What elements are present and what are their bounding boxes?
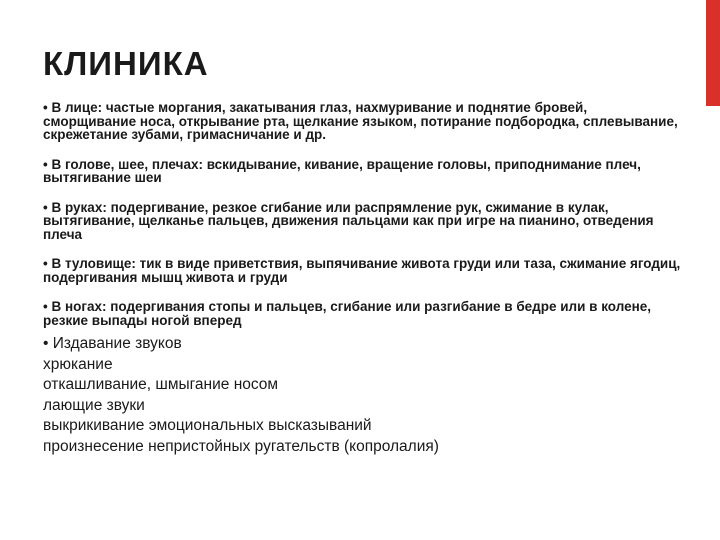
bullet-head-neck-shoulders: • В голове, шее, плечах: вскидывание, кивание, вращение головы, приподнимание плеч, вытягивание шеи xyxy=(43,156,641,185)
bullet-torso: • В туловище: тик в виде приветствия, выпячивание живота груди или таза, сжимание ягодиц, подергивания мышц живота и груди xyxy=(43,256,681,285)
sound-item-grunting: хрюкание xyxy=(43,355,113,373)
sounds-heading: • Издавание звуков xyxy=(43,335,182,352)
slide-content xyxy=(43,101,683,458)
sound-item-coprolalia: произнесение непристойных ругательств (копролалия) xyxy=(43,437,439,455)
slide-title: КЛИНИКА xyxy=(43,45,209,82)
bullet-legs: • В ногах: подергивания стопы и пальцев, сгибание или разгибание в бедре или в колене, резкие выпады ногой вперед xyxy=(43,299,652,328)
bullet-hands: • В руках: подергивание, резкое сгибание или распрямление рук, сжимание в кулак, вытягивание, щелканье пальцев, движения пальцами как при игре на пианино, отведения плеча xyxy=(43,199,654,242)
accent-bar xyxy=(706,0,720,106)
bullet-face: • В лице: частые моргания, закатывания глаз, нахмуривание и поднятие бровей, сморщивание носа, открывание рта, щелкание языком, потирание подбородка, сплевывание, скрежетание зубами, гримасничание и др. xyxy=(43,100,678,142)
sound-item-shouting: выкрикивание эмоциональных высказываний xyxy=(43,417,372,435)
sound-item-coughing: откашливание, шмыгание носом xyxy=(43,376,279,394)
sound-item-barking: лающие звуки xyxy=(43,396,145,414)
sounds-list xyxy=(43,334,683,458)
